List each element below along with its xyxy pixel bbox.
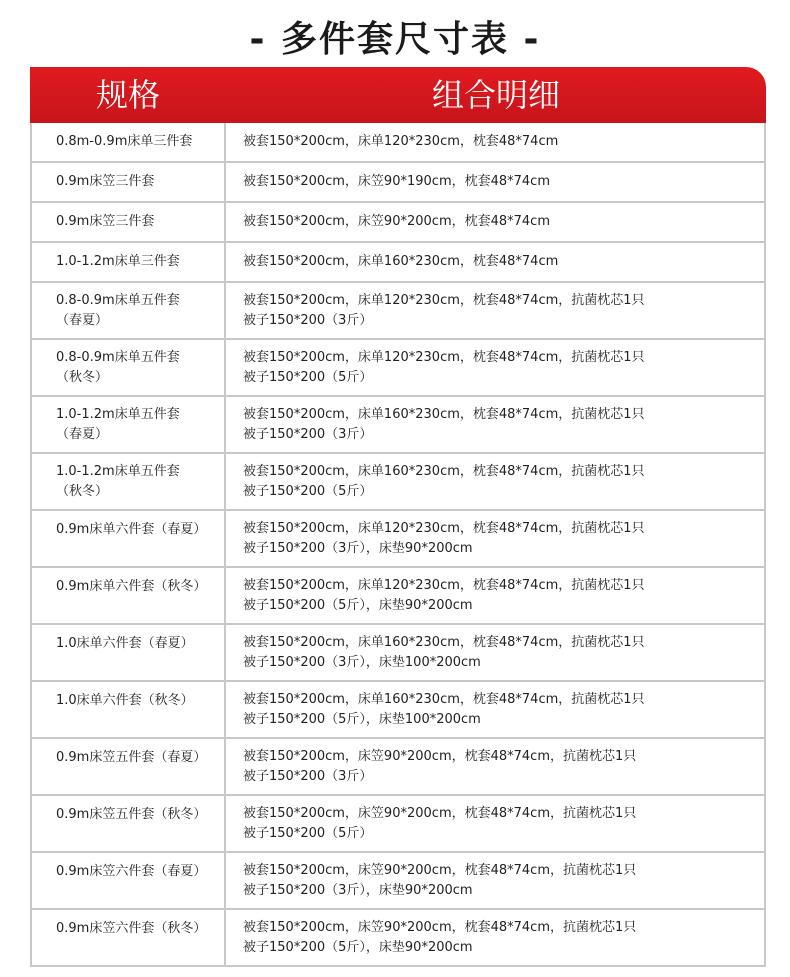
detail-line-2: 被子150*200（5斤），床垫90*200cm — [243, 597, 473, 613]
spec-cell — [32, 454, 226, 509]
detail-line-2: 被子150*200（3斤），床垫100*200cm — [243, 654, 481, 670]
detail-cell — [226, 910, 764, 965]
table-row — [32, 454, 764, 511]
detail-cell — [226, 568, 764, 623]
spec-cell — [32, 243, 226, 281]
spec-line-1: 0.9m床笠三件套 — [56, 174, 155, 189]
spec-cell — [32, 739, 226, 794]
spec-line-2: （春夏） — [56, 426, 109, 442]
header-spec: 规格 — [95, 76, 160, 114]
table-row — [32, 163, 764, 203]
spec-cell — [32, 397, 226, 452]
spec-line-2: （秋冬） — [56, 369, 109, 385]
spec-line-1: 1.0床单六件套（秋冬） — [56, 693, 194, 708]
detail-line-2: 被子150*200（3斤） — [243, 768, 373, 784]
detail-cell — [226, 283, 764, 338]
table-row — [32, 682, 764, 739]
spec-cell — [32, 123, 226, 161]
spec-cell — [32, 853, 226, 908]
detail-line-1: 被套150*200cm，床单160*230cm，枕套48*74cm，抗菌枕芯1只 — [243, 406, 645, 422]
spec-cell — [32, 203, 226, 241]
spec-line-2: （秋冬） — [56, 483, 109, 499]
detail-cell — [226, 397, 764, 452]
spec-cell — [32, 283, 226, 338]
spec-line-1: 0.8-0.9m床单五件套 — [56, 292, 180, 308]
detail-cell — [226, 853, 764, 908]
spec-line-1: 1.0-1.2m床单五件套 — [56, 406, 180, 422]
table-row — [32, 853, 764, 910]
detail-line-2: 被子150*200（3斤），床垫90*200cm — [243, 540, 473, 556]
table-row — [32, 910, 764, 967]
detail-cell — [226, 796, 764, 851]
detail-line-1: 被套150*200cm，床单160*230cm，枕套48*74cm，抗菌枕芯1只 — [243, 463, 645, 479]
detail-line-2: 被子150*200（5斤），床垫90*200cm — [243, 939, 473, 955]
spec-cell — [32, 796, 226, 851]
spec-line-1: 0.9m床笠六件套（秋冬） — [56, 921, 207, 936]
detail-line-1: 被套150*200cm，床笠90*200cm，枕套48*74cm，抗菌枕芯1只 — [243, 862, 637, 878]
spec-line-1: 0.8m-0.9m床单三件套 — [56, 134, 193, 149]
size-table — [30, 123, 766, 967]
detail-cell — [226, 340, 764, 395]
page-title: - 多件套尺寸表 - — [249, 19, 541, 60]
detail-line-1: 被套150*200cm，床单120*230cm，枕套48*74cm，抗菌枕芯1只 — [243, 577, 645, 593]
detail-line-1: 被套150*200cm，床笠90*190cm，枕套48*74cm — [243, 174, 550, 189]
table-row — [32, 568, 764, 625]
spec-cell — [32, 910, 226, 965]
detail-cell — [226, 243, 764, 281]
detail-cell — [226, 454, 764, 509]
table-row — [32, 243, 764, 283]
detail-line-2: 被子150*200（5斤） — [243, 369, 373, 385]
detail-line-1: 被套150*200cm，床单160*230cm，枕套48*74cm，抗菌枕芯1只 — [243, 691, 645, 707]
spec-line-1: 1.0-1.2m床单三件套 — [56, 254, 180, 269]
table-row — [32, 625, 764, 682]
detail-line-2: 被子150*200（5斤） — [243, 825, 373, 841]
spec-line-1: 1.0-1.2m床单五件套 — [56, 463, 180, 479]
table-row — [32, 397, 764, 454]
spec-line-1: 0.9m床笠三件套 — [56, 214, 155, 229]
table-row — [32, 511, 764, 568]
detail-cell — [226, 511, 764, 566]
spec-cell — [32, 340, 226, 395]
detail-line-1: 被套150*200cm，床笠90*200cm，枕套48*74cm，抗菌枕芯1只 — [243, 805, 637, 821]
spec-line-2: （春夏） — [56, 312, 109, 328]
spec-cell — [32, 568, 226, 623]
detail-line-2: 被子150*200（3斤），床垫90*200cm — [243, 882, 473, 898]
detail-line-2: 被子150*200（5斤） — [243, 483, 373, 499]
detail-cell — [226, 163, 764, 201]
detail-line-2: 被子150*200（3斤） — [243, 312, 373, 328]
table-row — [32, 283, 764, 340]
detail-line-1: 被套150*200cm，床单160*230cm，枕套48*74cm — [243, 254, 559, 269]
detail-line-2: 被子150*200（5斤），床垫100*200cm — [243, 711, 481, 727]
spec-line-1: 0.8-0.9m床单五件套 — [56, 349, 180, 365]
detail-line-1: 被套150*200cm，床单120*230cm，枕套48*74cm，抗菌枕芯1只 — [243, 520, 645, 536]
detail-line-1: 被套150*200cm，床单120*230cm，枕套48*74cm，抗菌枕芯1只 — [243, 349, 645, 365]
spec-line-1: 0.9m床笠五件套（春夏） — [56, 750, 207, 765]
detail-cell — [226, 739, 764, 794]
spec-cell — [32, 682, 226, 737]
spec-line-1: 1.0床单六件套（春夏） — [56, 636, 194, 651]
detail-line-2: 被子150*200（3斤） — [243, 426, 373, 442]
spec-cell — [32, 625, 226, 680]
spec-line-1: 0.9m床单六件套（秋冬） — [56, 579, 207, 594]
detail-cell — [226, 123, 764, 161]
detail-cell — [226, 203, 764, 241]
spec-line-1: 0.9m床笠五件套（秋冬） — [56, 807, 207, 822]
detail-line-1: 被套150*200cm，床单120*230cm，枕套48*74cm — [243, 134, 559, 149]
table-row — [32, 340, 764, 397]
detail-line-1: 被套150*200cm，床笠90*200cm，枕套48*74cm，抗菌枕芯1只 — [243, 919, 637, 935]
table-row — [32, 796, 764, 853]
spec-cell — [32, 163, 226, 201]
table-row — [32, 123, 764, 163]
detail-line-1: 被套150*200cm，床笠90*200cm，枕套48*74cm，抗菌枕芯1只 — [243, 748, 637, 764]
detail-line-1: 被套150*200cm，床笠90*200cm，枕套48*74cm — [243, 214, 550, 229]
detail-line-1: 被套150*200cm，床单160*230cm，枕套48*74cm，抗菌枕芯1只 — [243, 634, 645, 650]
table-header — [30, 67, 766, 123]
spec-line-1: 0.9m床笠六件套（春夏） — [56, 864, 207, 879]
spec-cell — [32, 511, 226, 566]
detail-cell — [226, 682, 764, 737]
detail-line-1: 被套150*200cm，床单120*230cm，枕套48*74cm，抗菌枕芯1只 — [243, 292, 645, 308]
table-row — [32, 739, 764, 796]
table-row — [32, 203, 764, 243]
detail-cell — [226, 625, 764, 680]
header-detail: 组合明细 — [431, 76, 560, 114]
spec-line-1: 0.9m床单六件套（春夏） — [56, 522, 207, 537]
